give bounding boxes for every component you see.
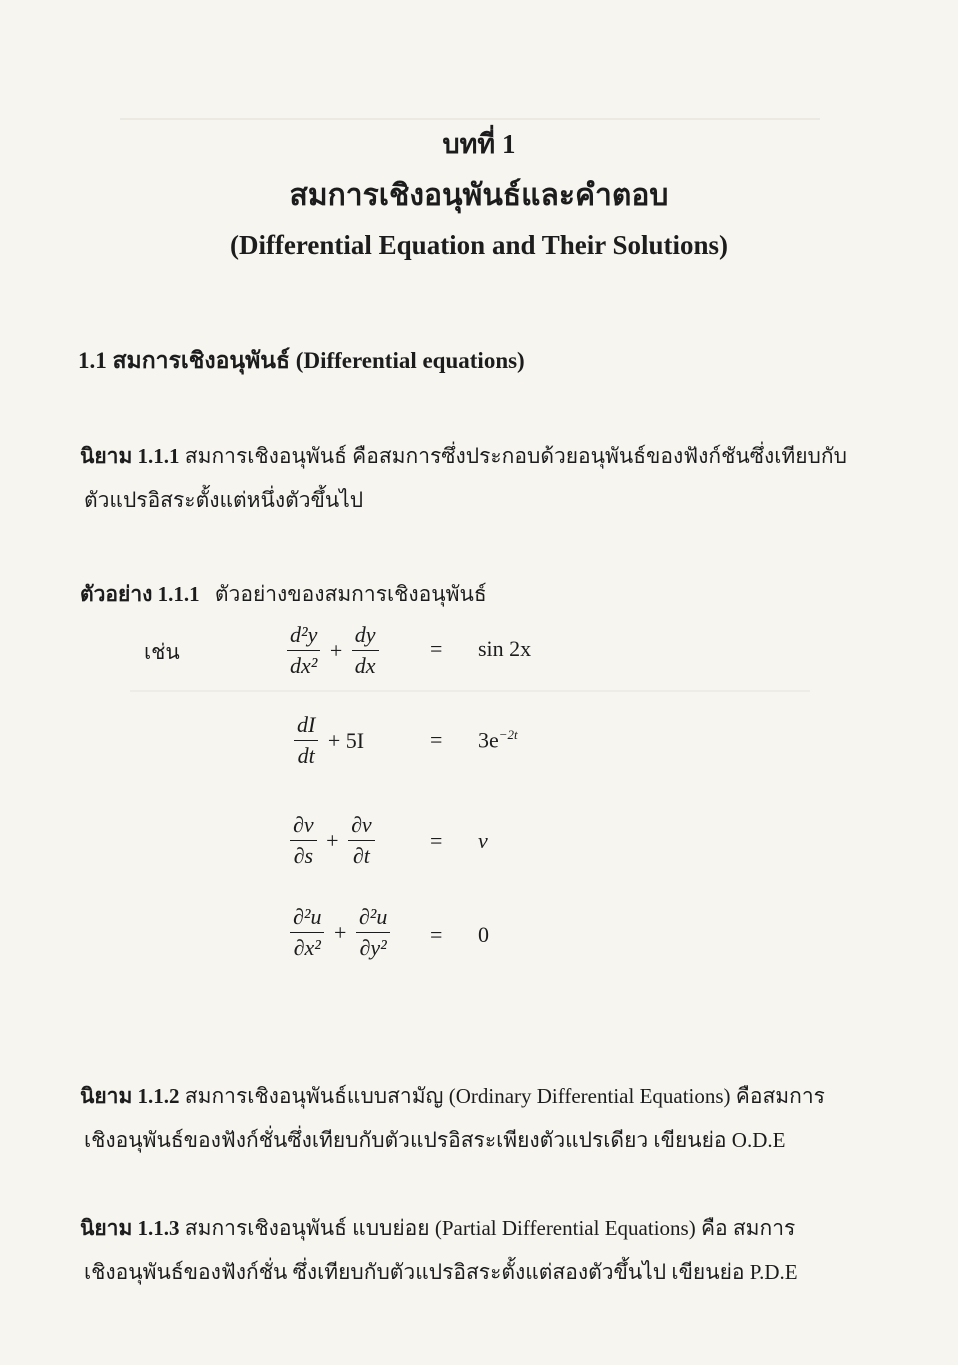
equals-sign: = [430,636,443,661]
plus-operator: + [326,827,339,853]
bleed-through-marks [120,118,820,120]
equals-sign: = [430,727,443,752]
numerator: ∂²u [356,904,390,933]
fraction [348,812,375,869]
denominator: ∂x² [293,935,321,960]
definition-second-line: ตัวแปรอิสระตั้งแต่หนึ่งตัวขึ้นไป [84,488,364,512]
example-label: ตัวอย่าง 1.1.1 [80,582,200,606]
definition-text: สมการเชิงอนุพันธ์ คือสมการซึ่งประกอบด้วยอนุพันธ์ของฟังก์ชันซึ่งเทียบกับ [184,444,847,468]
denominator: ∂y² [359,935,387,960]
numerator: d²y [287,622,320,651]
plus-operator: + [329,637,343,663]
denominator: dx [354,653,376,678]
definition-second-line: เชิงอนุพันธ์ของฟังก์ชั่น ซึ่งเทียบกับตัวแปรอิสระตั้งแต่สองตัวขึ้นไป เขียนย่อ P.D.E [84,1260,798,1284]
equation-1-rhs [478,636,531,662]
operator-term: + 5I [327,727,365,753]
fraction [294,712,318,769]
numerator: dI [294,712,318,741]
rhs-value: 3e [478,727,499,753]
section-heading: 1.1 สมการเชิงอนุพันธ์ (Differential equations) [78,348,525,373]
equation-4-rhs [478,922,489,948]
rhs-exponent: −2t [498,727,518,742]
example-heading [80,578,487,611]
definition-second-line: เชิงอนุพันธ์ของฟังก์ชั่นซึ่งเทียบกับตัวแปรอิสระเพียงตัวแปรเดียว เขียนย่อ O.D.E [84,1128,786,1152]
example-lead-word: เช่น [144,640,180,664]
equation-3-lhs [288,812,377,869]
definition-first-line [80,1074,900,1118]
rhs-value: 0 [478,922,489,947]
definition-1-1-2 [80,1074,900,1162]
rhs-value: sin 2x [478,636,532,661]
numerator: ∂v [290,812,317,841]
numerator: ∂v [348,812,375,841]
denominator: ∂s [293,843,314,868]
definition-label: นิยาม 1.1.3 [80,1216,180,1240]
equals-sign: = [430,922,443,947]
bleed-through-marks [130,690,810,692]
definition-first-line [80,1206,900,1250]
definition-text: สมการเชิงอนุพันธ์แบบสามัญ (Ordinary Differential Equations) คือสมการ [184,1084,825,1108]
rhs-value: v [478,828,488,853]
definition-1-1-3 [80,1206,900,1294]
example-text: ตัวอย่างของสมการเชิงอนุพันธ์ [214,582,487,606]
chapter-title-thai: สมการเชิงอนุพันธ์และคำตอบ [289,179,669,212]
definition-label: นิยาม 1.1.1 [80,444,180,468]
fraction [290,904,324,961]
fraction [290,812,317,869]
equation-2-rhs [478,727,518,753]
denominator: ∂t [352,843,370,868]
chapter-title-english: (Differential Equation and Their Solutions) [229,230,729,260]
fraction [352,622,379,679]
numerator: ∂²u [290,904,324,933]
fraction [287,622,320,679]
fraction [356,904,390,961]
equation-2-lhs [292,712,366,769]
chapter-number: บทที่ 1 [442,129,516,159]
denominator: dx² [290,653,318,678]
denominator: dt [297,743,315,768]
numerator: dy [352,622,379,651]
definition-text: สมการเชิงอนุพันธ์ แบบย่อย (Partial Differential Equations) คือ สมการ [184,1216,796,1240]
definition-label: นิยาม 1.1.2 [80,1084,180,1108]
equation-1-lhs [285,622,381,679]
definition-1-1-1 [80,434,880,522]
equation-4-lhs [288,904,392,961]
equation-3-rhs [478,828,488,854]
equals-sign: = [430,828,443,853]
definition-first-line [80,434,880,478]
plus-operator: + [333,919,347,945]
